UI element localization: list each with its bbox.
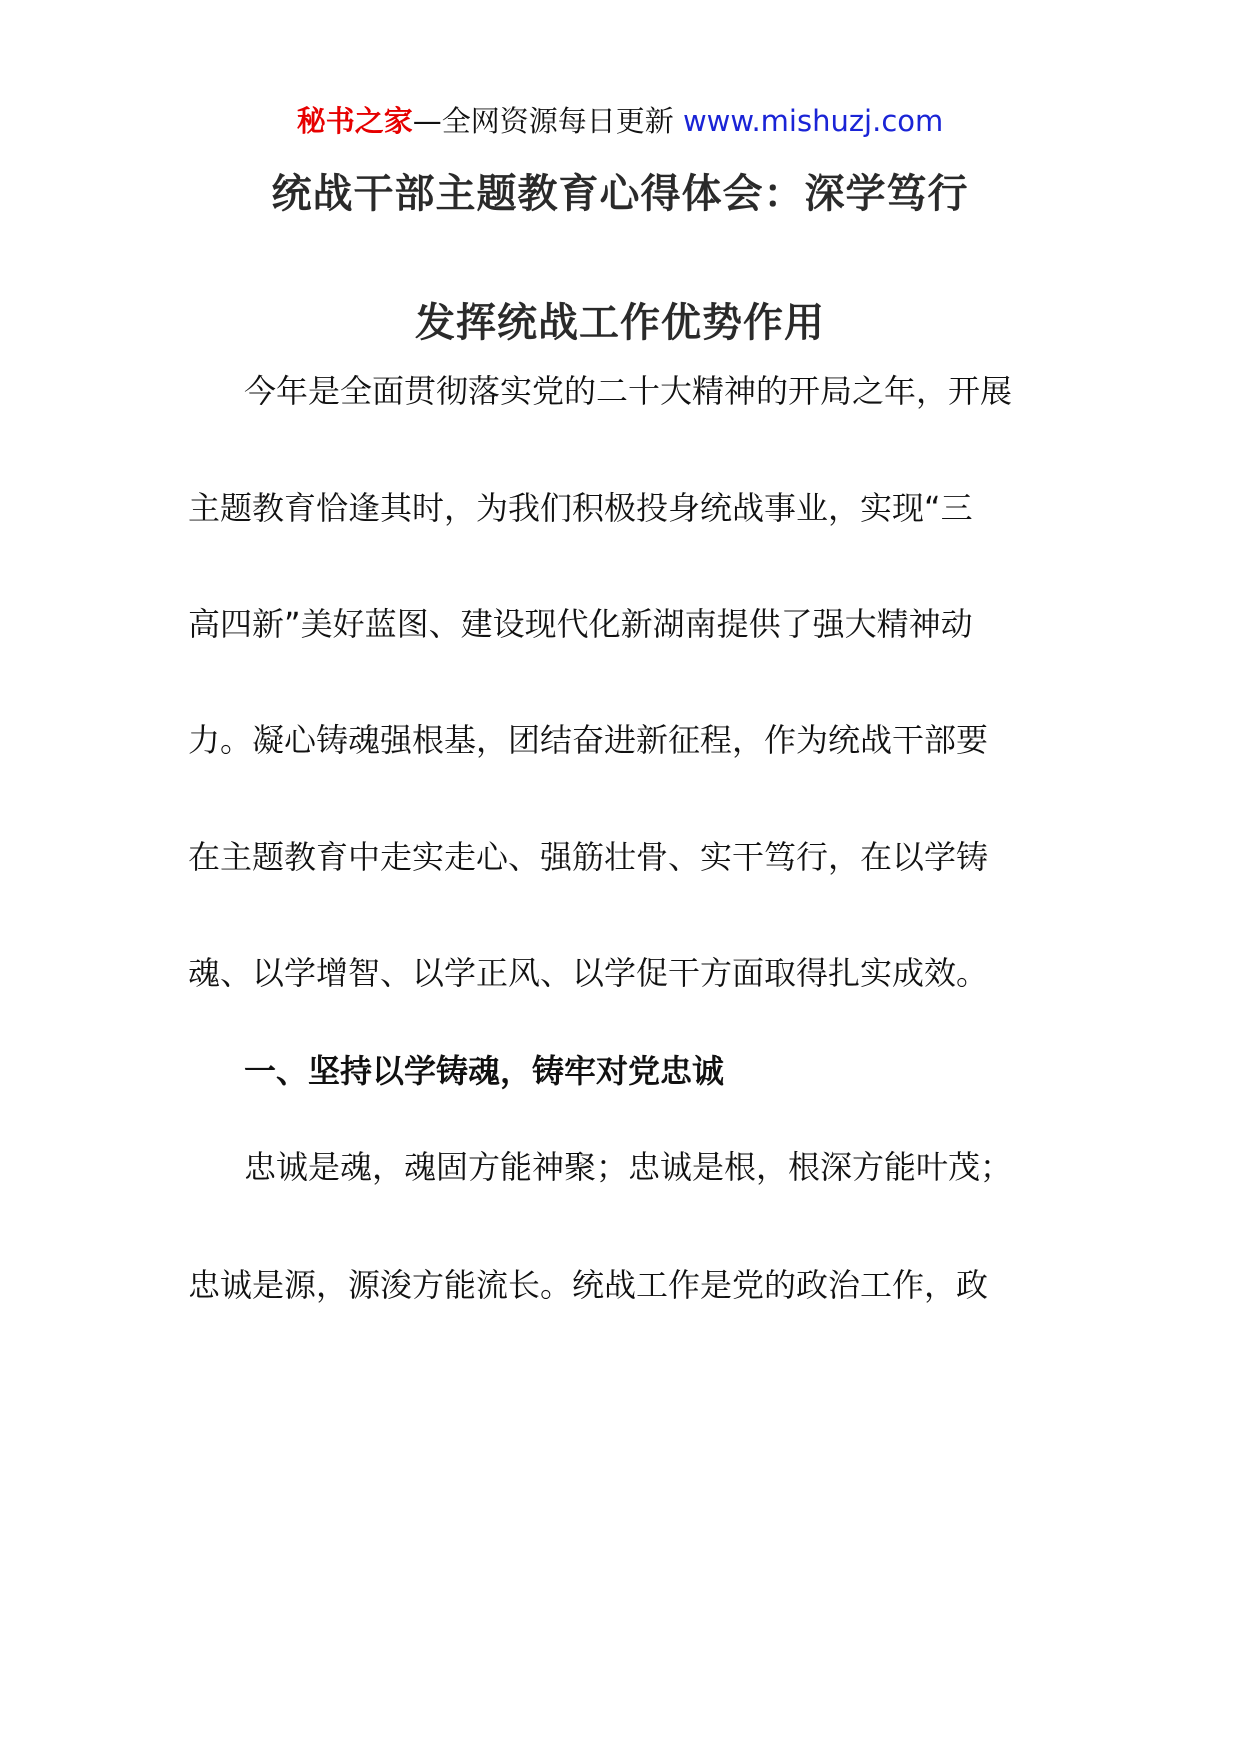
section-heading: 一、坚持以学铸魂，铸牢对党忠诚 [244, 1052, 725, 1090]
paragraph-line: 在主题教育中走实走心、强筋壮骨、实干笃行，在以学铸 [188, 838, 989, 876]
paragraph-line: 魂、以学增智、以学正风、以学促干方面取得扎实成效。 [188, 954, 989, 992]
paragraph-line: 今年是全面贯彻落实党的二十大精神的开局之年，开展 [244, 372, 1013, 410]
site-tagline: —全网资源每日更新 [412, 104, 683, 138]
brand-name: 秘书之家 [296, 104, 413, 138]
site-header [0, 101, 1240, 141]
document-title-line-2: 发挥统战工作优势作用 [415, 300, 825, 346]
paragraph-line: 忠诚是魂，魂固方能神聚；忠诚是根，根深方能叶茂； [244, 1148, 1013, 1186]
paragraph-line: 高四新”美好蓝图、建设现代化新湖南提供了强大精神动 [188, 605, 973, 643]
paragraph-line: 忠诚是源，源浚方能流长。统战工作是党的政治工作，政 [188, 1266, 989, 1304]
site-url[interactable]: www.mishuzj.com [682, 104, 944, 138]
paragraph-line: 力。凝心铸魂强根基，团结奋进新征程，作为统战干部要 [188, 721, 989, 759]
document-title-line-1: 统战干部主题教育心得体会：深学笃行 [271, 171, 969, 217]
paragraph-line: 主题教育恰逢其时，为我们积极投身统战事业，实现“三 [188, 489, 973, 527]
